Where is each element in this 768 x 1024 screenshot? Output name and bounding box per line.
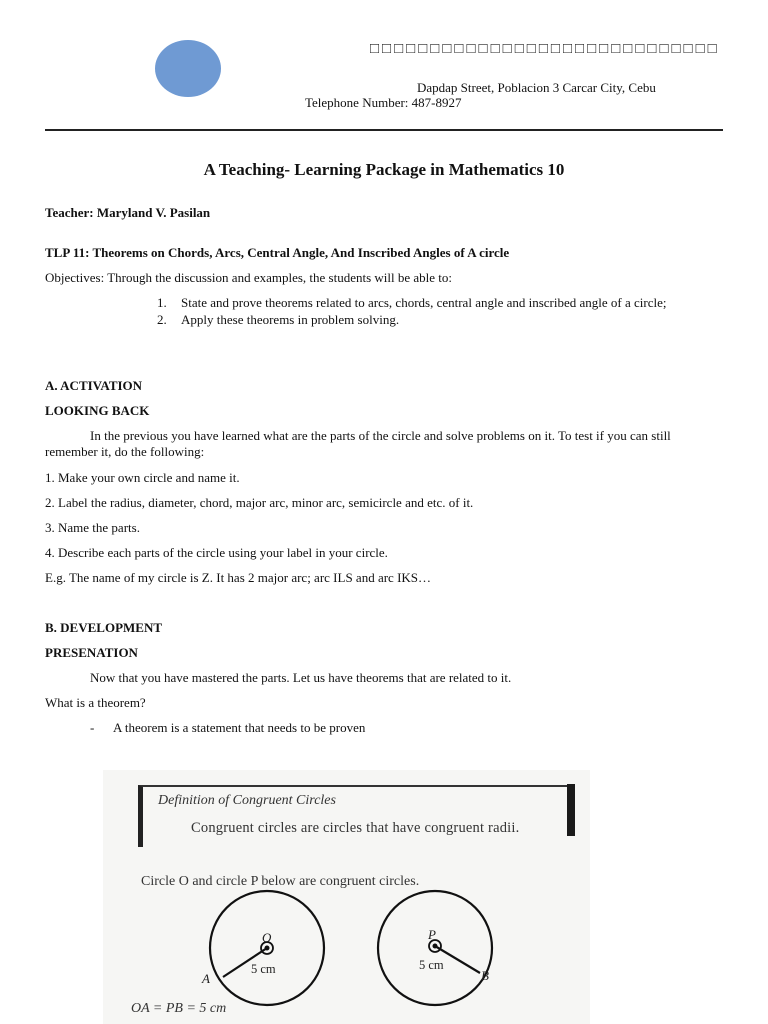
objectives-list — [157, 295, 717, 329]
header-divider — [45, 129, 723, 131]
school-address: Dapdap Street, Poblacion 3 Carcar City, Cebu — [417, 80, 656, 95]
label-a: A — [202, 971, 210, 986]
school-phone: Telephone Number: 487-8927 — [305, 95, 462, 110]
document-title: A Teaching- Learning Package in Mathematics 10 — [203, 160, 565, 179]
activation-example: E.g. The name of my circle is Z. It has 2 major arc; arc ILS and arc IKS… — [45, 570, 432, 585]
looking-back-heading: LOOKING BACK — [45, 403, 150, 418]
school-name: □□□□□□□□□□□□□□□□□□□□□□□□□□□□□ — [370, 41, 720, 57]
congruent-circles-figure — [103, 770, 590, 1024]
objective-item — [157, 312, 717, 328]
label-b: B — [481, 968, 489, 983]
theorem-question: What is a theorem? — [45, 695, 146, 710]
presentation-heading: PRESENATION — [45, 645, 138, 660]
development-paragraph: Now that you have mastered the parts. Let us have theorems that are related to it. — [90, 670, 512, 685]
school-logo — [155, 40, 221, 97]
tlp-title: TLP 11: Theorems on Chords, Arcs, Central Angle, And Inscribed Angles of A circle — [45, 245, 510, 260]
objective-text: Apply these theorems in problem solving. — [181, 312, 400, 327]
activation-step: 4. Describe each parts of the circle using your label in your circle. — [45, 545, 388, 560]
development-heading: B. DEVELOPMENT — [45, 620, 163, 635]
objective-item — [157, 295, 717, 311]
label-o: O — [262, 930, 272, 945]
definition-text: Congruent circles are circles that have congruent radii. — [191, 820, 520, 836]
definition-title: Definition of Congruent Circles — [158, 793, 336, 808]
activation-paragraph: In the previous you have learned what are the parts of the circle and solve problems on it. To test if you can still remember it, do the following: — [45, 428, 671, 459]
activation-heading: A. ACTIVATION — [45, 378, 143, 393]
radius-equation: OA = PB = 5 cm — [131, 1001, 227, 1016]
activation-step: 2. Label the radius, diameter, chord, major arc, minor arc, semicircle and etc. of it. — [45, 495, 474, 510]
theorem-answer: A theorem is a statement that needs to be proven — [113, 720, 366, 735]
congruent-circles-caption: Circle O and circle P below are congruent circles. — [141, 874, 420, 889]
radius-p-label: 5 cm — [419, 958, 444, 972]
scanned-textbook-excerpt — [103, 770, 590, 1024]
answer-dash: - — [90, 720, 95, 735]
objective-text: State and prove theorems related to arcs, chords, central angle and inscribed angle of a circle; — [181, 295, 667, 310]
objective-number: 1. — [157, 295, 167, 310]
objective-number: 2. — [157, 312, 167, 327]
radius-o-label: 5 cm — [251, 962, 276, 976]
objectives-intro: Objectives: Through the discussion and examples, the students will be able to: — [45, 270, 453, 285]
activation-step: 3. Name the parts. — [45, 520, 140, 535]
activation-step: 1. Make your own circle and name it. — [45, 470, 240, 485]
label-p: P — [428, 927, 436, 942]
teacher-line: Teacher: Maryland V. Pasilan — [45, 205, 211, 220]
